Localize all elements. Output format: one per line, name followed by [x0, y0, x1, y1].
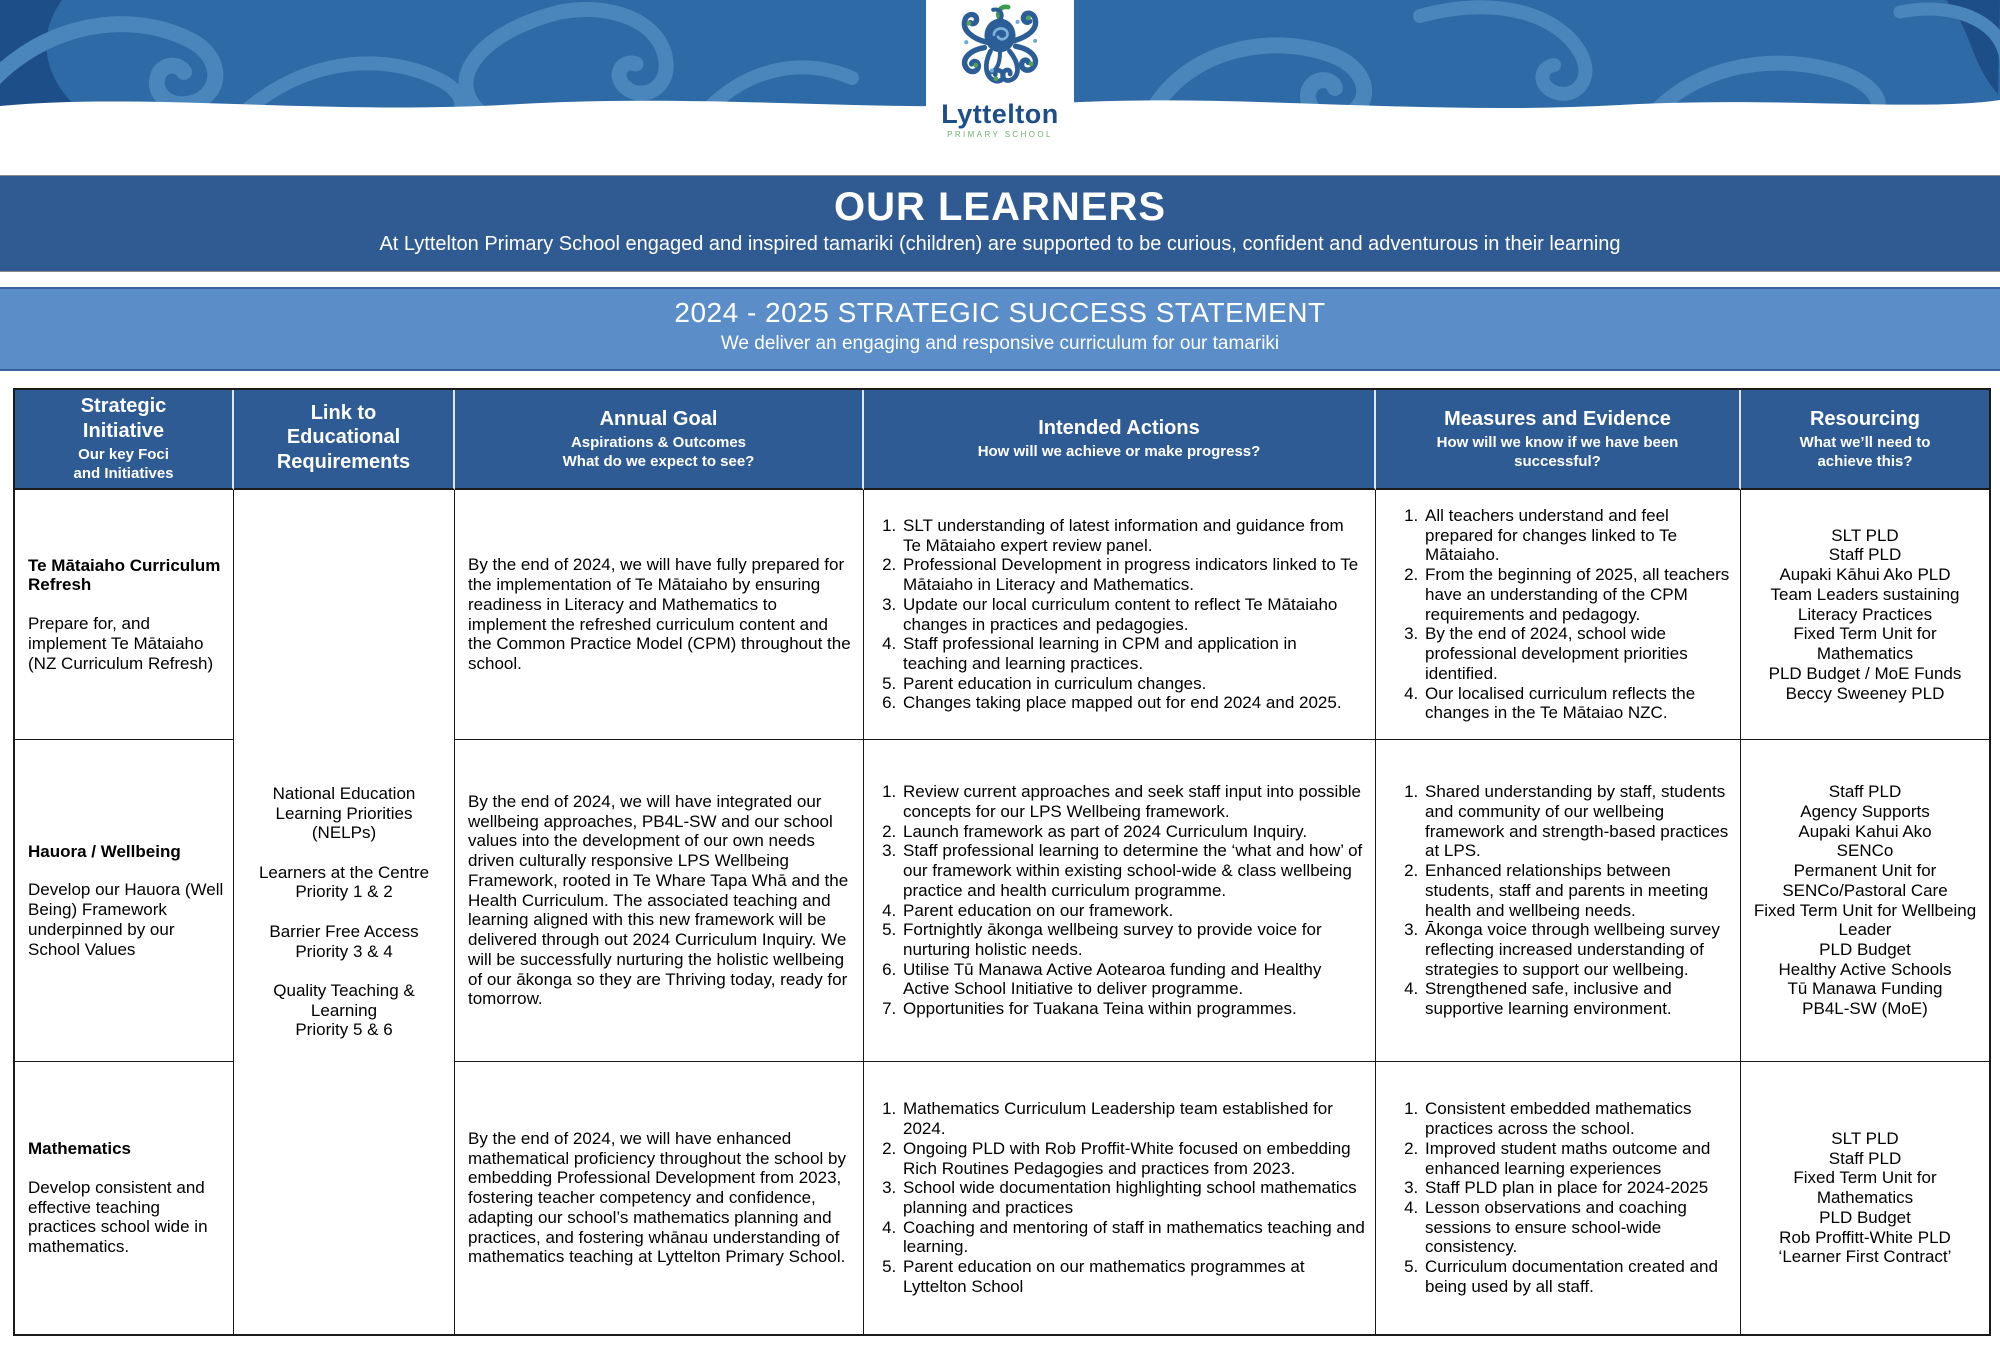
link-requirement-line: Priority 5 & 6: [295, 1020, 393, 1040]
link-requirement-line: [244, 961, 444, 981]
header-resourcing: [1741, 390, 1989, 490]
action-item: 1. Review current approaches and seek staff input into possible concepts for our LPS Wellbeing framework.: [901, 782, 1365, 821]
measure-item: 4. Our localised curriculum reflects the changes in the Te Mātaiao NZC.: [1423, 684, 1730, 723]
link-requirement-line: Barrier Free Access: [269, 921, 419, 941]
resource-item: Beccy Sweeney PLD: [1785, 683, 1945, 703]
header-strategic-initiative: [15, 390, 234, 490]
measure-item: 1. Shared understanding by staff, students and community of our wellbeing framework and strength-based practices at LPS.: [1423, 782, 1730, 861]
action-item: 2. Professional Development in progress indicators linked to Te Mātaiaho in Literacy and Mathematics.: [901, 555, 1365, 594]
header-subtitle-line: What we’ll need to: [1799, 433, 1931, 451]
intended-actions-cell: [864, 490, 1376, 740]
actions-list: [874, 516, 1365, 713]
school-logo: [926, 0, 1074, 172]
action-item: 1. Mathematics Curriculum Leadership team established for 2024.: [901, 1099, 1365, 1138]
initiative-title: Hauora / Wellbeing: [28, 841, 181, 861]
header-subtitle-line: and Initiatives: [73, 464, 174, 482]
annual-goal-text: By the end of 2024, we will have fully prepared for the implementation of Te Mātaiaho by ensuring readiness in Literacy and Mathematics to implement the refreshed curriculum content and the Common Practice Model (CPM) throughout the school.: [468, 555, 851, 673]
measures-cell: [1376, 1062, 1741, 1334]
page-header: [0, 0, 2000, 175]
spacer: [0, 272, 2000, 287]
action-item: 7. Opportunities for Tuakana Teina within programmes.: [901, 999, 1365, 1019]
intended-actions-cell: [864, 1062, 1376, 1334]
resourcing-cell: [1741, 1062, 1989, 1334]
header-subtitle-line: What do we expect to see?: [562, 452, 755, 470]
resource-item: PB4L-SW (MoE): [1802, 999, 1928, 1019]
logo-school-name: Lyttelton: [941, 99, 1059, 129]
header-title-line: Initiative: [82, 419, 165, 442]
resource-item: PLD Budget: [1819, 1207, 1911, 1227]
link-requirement-line: [244, 843, 444, 863]
header-subtitle-line: Aspirations & Outcomes: [570, 433, 747, 451]
measures-list: [1386, 506, 1730, 723]
action-item: 3. School wide documentation highlighting school mathematics planning and practices: [901, 1178, 1365, 1217]
initiative-cell: [15, 1062, 234, 1334]
link-requirement-line: Learners at the Centre: [258, 862, 430, 882]
resource-item: Fixed Term Unit for Mathematics: [1793, 624, 1937, 664]
annual-goal-text: By the end of 2024, we will have integrated our wellbeing approaches, PB4L-SW and our school values into the development of our own needs driven culturally responsive LPS Wellbeing Framework, rooted in Te Whare Tapa Whā and the Health Curriculum. The associated teaching and learning aligned with this new framework will be delivered through out 2024 Curriculum Inquiry. We will be successfully nurturing the holistic wellbeing of our ākonga so they are Thriving today, ready for tomorrow.: [468, 792, 849, 1009]
banner-title: OUR LEARNERS: [833, 185, 1167, 229]
action-item: 6. Changes taking place mapped out for end 2024 and 2025.: [901, 693, 1365, 713]
resource-item: Permanent Unit for SENCo/Pastoral Care: [1782, 861, 1948, 900]
action-item: 5. Parent education in curriculum changes.: [901, 674, 1365, 694]
resourcing-cell: [1741, 490, 1989, 740]
initiative-description: Prepare for, and implement Te Mātaiaho (NZ Curriculum Refresh): [28, 614, 214, 673]
resource-item: PLD Budget / MoE Funds: [1768, 663, 1962, 683]
header-subtitle-line: successful?: [1514, 452, 1601, 470]
measure-item: 3. Ākonga voice through wellbeing survey reflecting increased understanding of strategies to support our wellbeing.: [1423, 920, 1730, 979]
action-item: 4. Staff professional learning in CPM and application in teaching and learning practices.: [901, 634, 1365, 673]
action-item: 5. Parent education on our mathematics programmes at Lyttelton School: [901, 1257, 1365, 1296]
actions-list: [874, 782, 1365, 1019]
link-requirement-line: Quality Teaching &: [273, 981, 415, 1001]
initiative-title: Mathematics: [28, 1139, 131, 1159]
initiative-description: Develop consistent and effective teaching practices school wide in mathematics.: [28, 1177, 208, 1257]
strategic-plan-table: [13, 388, 1991, 1336]
measures-list: [1386, 782, 1730, 1019]
header-title-line: Measures and Evidence: [1444, 407, 1671, 430]
measures-cell: [1376, 490, 1741, 740]
link-requirements-cell: [234, 490, 455, 1334]
measure-item: 3. Staff PLD plan in place for 2024-2025: [1423, 1178, 1730, 1198]
resource-item: Healthy Active Schools: [1778, 959, 1952, 979]
table-header-row: [15, 390, 1989, 490]
link-requirement-line: Priority 3 & 4: [295, 941, 393, 961]
measures-list: [1386, 1099, 1730, 1296]
measure-item: 5. Curriculum documentation created and being used by all staff.: [1423, 1257, 1730, 1296]
resource-item: Fixed Term Unit for Wellbeing Leader: [1753, 900, 1977, 940]
spacer: [0, 371, 2000, 388]
strategic-success-statement-band: [0, 287, 2000, 371]
header-title-line: Educational: [286, 426, 401, 449]
link-requirement-line: Learning: [310, 1000, 378, 1020]
action-item: 2. Ongoing PLD with Rob Proffit-White focused on embedding Rich Routines Pedagogies and practices from 2023.: [901, 1139, 1365, 1178]
resource-item: SENCo: [1836, 841, 1894, 861]
header-subtitle-line: How will we achieve or make progress?: [977, 443, 1261, 461]
our-learners-banner: [0, 175, 2000, 272]
resource-item: Aupaki Kāhui Ako PLD: [1779, 565, 1951, 585]
action-item: 4. Parent education on our framework.: [901, 901, 1365, 921]
measure-item: 4. Lesson observations and coaching sessions to ensure school-wide consistency.: [1423, 1198, 1730, 1257]
link-requirement-line: Learning Priorities: [275, 803, 413, 823]
header-subtitle-line: Our key Foci: [78, 446, 169, 464]
measure-item: 2. From the beginning of 2025, all teachers have an understanding of the CPM requirements and pedagogy.: [1423, 565, 1730, 624]
annual-goal-cell: [455, 740, 864, 1062]
header-subtitle-line: How will we know if we have been: [1436, 433, 1679, 451]
resource-item: PLD Budget: [1819, 939, 1911, 959]
resource-item: Fixed Term Unit for Mathematics: [1793, 1168, 1937, 1208]
initiative-cell: [15, 490, 234, 740]
resource-item: ‘Learner First Contract’: [1778, 1247, 1952, 1267]
action-item: 1. SLT understanding of latest information and guidance from Te Mātaiaho expert review panel.: [901, 516, 1365, 555]
action-item: 4. Coaching and mentoring of staff in mathematics teaching and learning.: [901, 1218, 1365, 1257]
statement-title: 2024 - 2025 STRATEGIC SUCCESS STATEMENT: [674, 297, 1326, 328]
initiative-description: Develop our Hauora (Well Being) Framework underpinned by our School Values: [28, 880, 224, 959]
header-link-educational-requirements: [234, 390, 455, 490]
resource-item: Agency Supports: [1800, 801, 1930, 821]
measure-item: 3. By the end of 2024, school wide professional development priorities identified.: [1423, 624, 1730, 683]
resource-item: SLT PLD: [1831, 525, 1899, 545]
action-item: 3. Staff professional learning to determine the ‘what and how’ of our framework within existing school-wide & class wellbeing practice and health curriculum programme.: [901, 841, 1365, 900]
measures-cell: [1376, 740, 1741, 1062]
annual-goal-text: By the end of 2024, we will have enhanced mathematical proficiency throughout the school by embedding Professional Development from 2023, fostering teacher competency and confidence, adapting our school’s mathematics planning and practices, and fostering whānau understanding of mathematics teaching at Lyttelton Primary School.: [468, 1128, 846, 1267]
resource-item: Staff PLD: [1828, 545, 1902, 565]
action-item: 6. Utilise Tū Manawa Active Aotearoa funding and Healthy Active School Initiative to deliver programme.: [901, 960, 1365, 999]
resource-item: SLT PLD: [1831, 1128, 1899, 1148]
header-annual-goal: [455, 390, 864, 490]
logo-school-subtext: PRIMARY SCHOOL: [947, 130, 1053, 139]
header-title-line: Annual Goal: [599, 407, 718, 430]
resource-item: Tū Manawa Funding: [1787, 979, 1943, 999]
header-title-line: Strategic: [80, 395, 167, 418]
resource-item: Staff PLD: [1828, 1148, 1902, 1168]
resource-item: Staff PLD: [1828, 782, 1902, 802]
header-title-line: Resourcing: [1809, 407, 1921, 430]
header-subtitle-line: achieve this?: [1817, 452, 1913, 470]
resource-item: Team Leaders sustaining Literacy Practices: [1770, 584, 1960, 624]
resource-item: Rob Proffitt-White PLD: [1779, 1227, 1951, 1247]
header-measures-and-evidence: [1376, 390, 1741, 490]
annual-goal-cell: [455, 1062, 864, 1334]
measure-item: 1. Consistent embedded mathematics practices across the school.: [1423, 1099, 1730, 1138]
header-intended-actions: [864, 390, 1376, 490]
measure-item: 2. Enhanced relationships between students, staff and parents in meeting health and wellbeing needs.: [1423, 861, 1730, 920]
action-item: 2. Launch framework as part of 2024 Curriculum Inquiry.: [901, 822, 1365, 842]
resourcing-cell: [1741, 740, 1989, 1062]
measure-item: 1. All teachers understand and feel prepared for changes linked to Te Mātaiaho.: [1423, 506, 1730, 565]
link-requirement-line: Priority 1 & 2: [295, 882, 393, 902]
header-title-line: Requirements: [276, 450, 411, 473]
annual-goal-cell: [455, 490, 864, 740]
octopus-logo-icon: [952, 3, 1048, 101]
intended-actions-cell: [864, 740, 1376, 1062]
statement-subtitle: We deliver an engaging and responsive curriculum for our tamariki: [720, 333, 1280, 355]
action-item: 3. Update our local curriculum content to reflect Te Mātaiaho changes in practices and pedagogies.: [901, 595, 1365, 634]
measure-item: 2. Improved student maths outcome and enhanced learning experiences: [1423, 1139, 1730, 1178]
link-requirement-line: [244, 902, 444, 922]
banner-subtitle: At Lyttelton Primary School engaged and inspired tamariki (children) are supported to be curious, confident and adventurous in their learning: [379, 233, 1621, 255]
initiative-cell: [15, 740, 234, 1062]
header-title-line: Link to: [310, 401, 377, 424]
link-requirement-line: National Education: [272, 783, 416, 803]
header-title-line: Intended Actions: [1038, 416, 1200, 439]
table-row-te-mataiaho: [15, 490, 1989, 740]
measure-item: 4. Strengthened safe, inclusive and supportive learning environment.: [1423, 979, 1730, 1018]
initiative-title: Te Mātaiaho Curriculum Refresh: [28, 555, 221, 595]
resource-item: Aupaki Kahui Ako: [1798, 821, 1932, 841]
link-requirement-line: (NELPs): [311, 823, 377, 843]
action-item: 5. Fortnightly ākonga wellbeing survey to provide voice for nurturing holistic needs.: [901, 920, 1365, 959]
actions-list: [874, 1099, 1365, 1296]
